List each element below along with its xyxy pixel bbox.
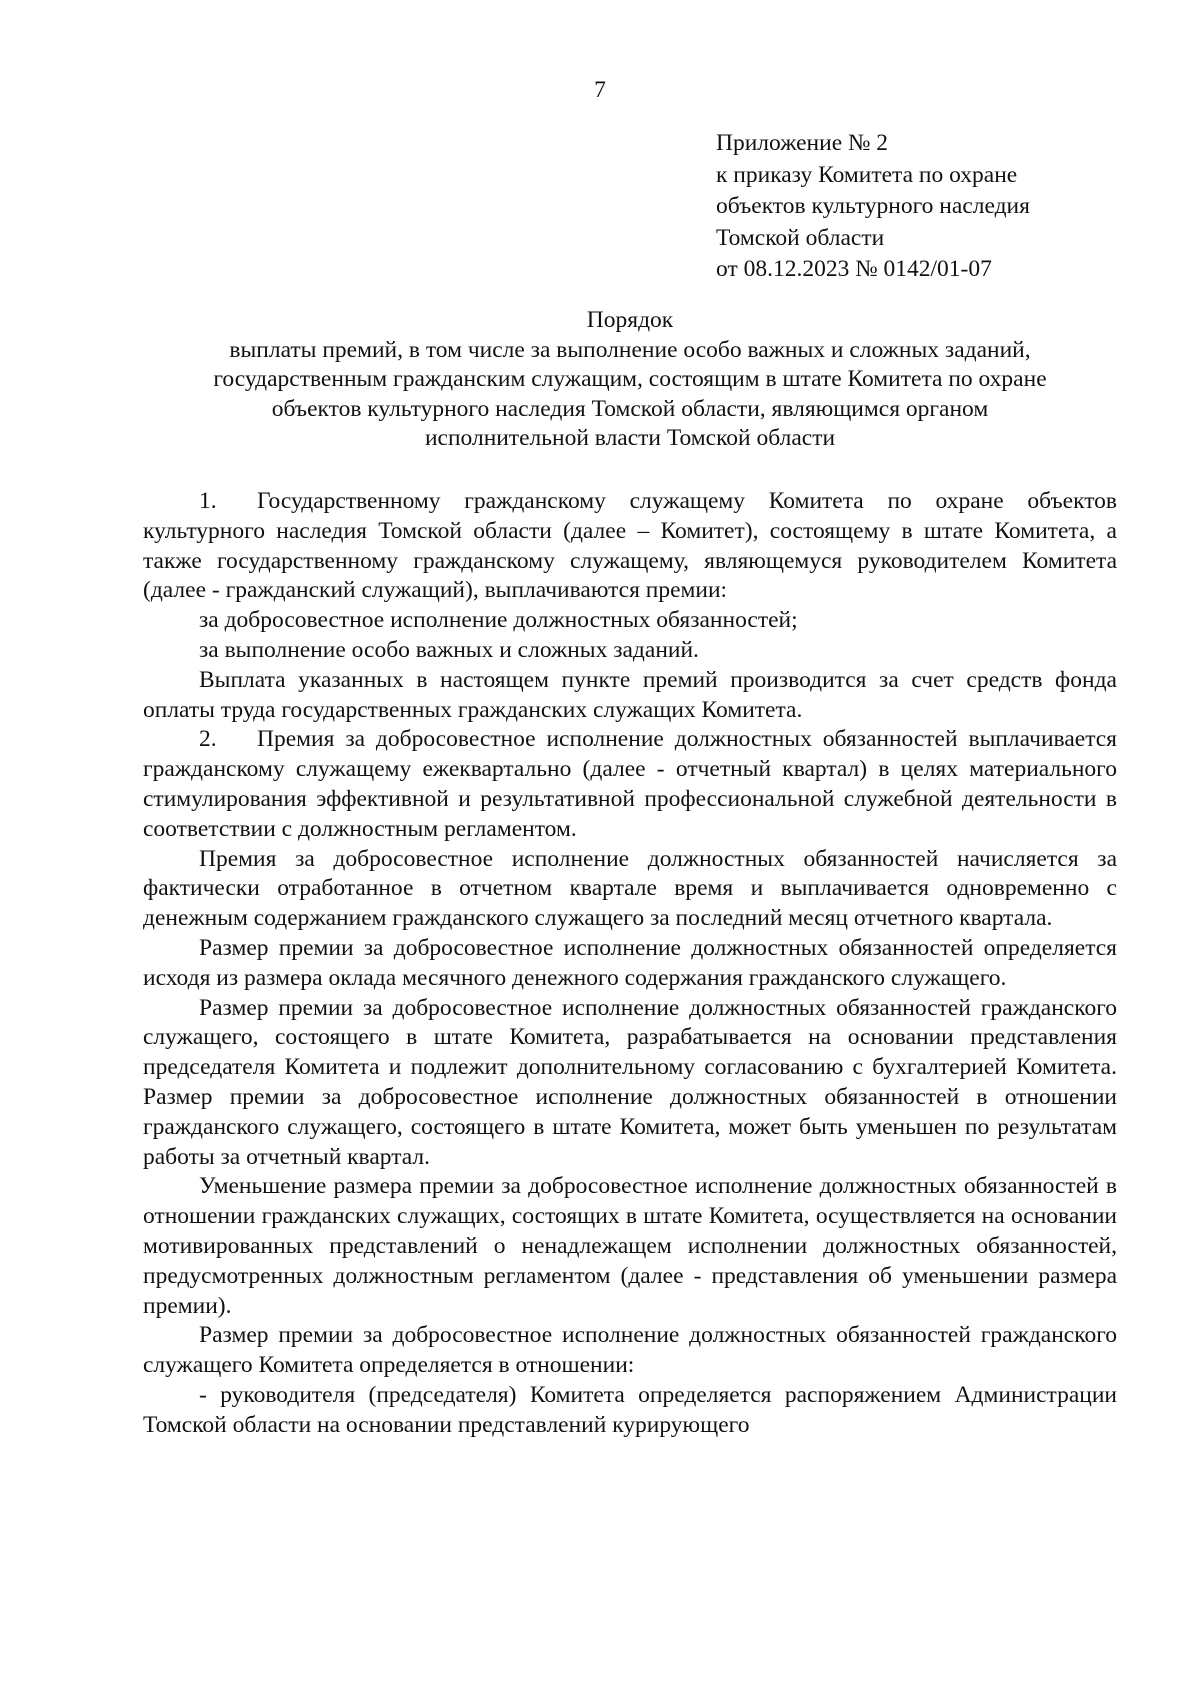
appendix-header	[716, 128, 1136, 286]
title-line: исполнительной власти Томской области	[424, 425, 836, 451]
paragraph	[143, 1381, 1117, 1441]
paragraph	[143, 994, 1117, 1173]
paragraph-1	[143, 487, 1117, 606]
document-title	[140, 306, 1120, 454]
appendix-line: к приказу Комитета по охране	[716, 161, 1018, 188]
paragraph	[143, 845, 1117, 934]
paragraph	[143, 1321, 1117, 1381]
appendix-line: объектов культурного наследия	[716, 193, 1030, 219]
paragraph-text: Премия за добросовестное исполнение должностных обязанностей начисляется за фактически отработанное в отчетном квартале время и выплачивается одновременно с денежным содержанием гражданского служащего за последний месяц отчетного квартала.	[143, 845, 1117, 932]
paragraph-number: 2.	[199, 726, 217, 753]
paragraph	[143, 1172, 1117, 1321]
paragraph-text: - руководителя (председателя) Комитета определяется распоряжением Администрации Томской области на основании представлений курирующего	[143, 1381, 1117, 1438]
paragraph-text: за выполнение особо важных и сложных заданий.	[199, 636, 699, 663]
paragraph-2	[143, 725, 1117, 844]
page-number: 7	[594, 77, 606, 103]
paragraph	[143, 606, 1117, 636]
title-line: выплаты премий, в том числе за выполнение особо важных и сложных заданий,	[229, 336, 1031, 363]
title-heading: Порядок	[586, 307, 674, 333]
paragraph-text: Уменьшение размера премии за добросовестное исполнение должностных обязанностей в отношении гражданских служащих, состоящих в штате Комитета, осуществляется на основании мотивированных представлений о ненадлежащем исполнении должностных обязанностей, предусмотренных должностным регламентом (далее - представления об уменьшении размера премии).	[143, 1173, 1117, 1319]
title-line: объектов культурного наследия Томской области, являющимся органом	[271, 395, 989, 422]
paragraph	[143, 636, 1117, 666]
document-body	[143, 487, 1117, 1441]
paragraph-text: Размер премии за добросовестное исполнение должностных обязанностей гражданского служащего, состоящего в штате Комитета, разрабатывается на основании представления председателя Комитета и подлежит дополнительному согласованию с бухгалтерией Комитета. Размер премии за добросовестное исполнение должностных обязанностей в отношении гражданского служащего, состоящего в штате Комитета, может быть уменьшен по результатам работы за отчетный квартал.	[143, 994, 1117, 1170]
paragraph-text: Выплата указанных в настоящем пункте премий производится за счет средств фонда оплаты труда государственных гражданских служащих Комитета.	[143, 666, 1117, 723]
paragraph-text: за добросовестное исполнение должностных обязанностей;	[199, 607, 798, 634]
paragraph	[143, 666, 1117, 726]
paragraph	[143, 934, 1117, 994]
appendix-line: Приложение № 2	[716, 130, 889, 156]
paragraph-number: 1.	[199, 488, 217, 514]
paragraph-text: Премия за добросовестное исполнение должностных обязанностей выплачивается гражданскому служащему ежеквартально (далее - отчетный квартал) в целях материального стимулирования эффективной и результативной профессиональной служебной деятельности в соответствии с должностным регламентом.	[143, 726, 1117, 842]
paragraph-text: Государственному гражданскому служащему Комитета по охране объектов культурного наследия Томской области (далее – Комитет), состоящему в штате Комитета, а также государственному гражданскому служащему, являющемуся руководителем Комитета (далее - гражданский служащий), выплачиваются премии:	[143, 488, 1117, 604]
appendix-line: от 08.12.2023 № 0142/01-07	[716, 256, 992, 282]
appendix-line: Томской области	[716, 224, 885, 251]
paragraph-text: Размер премии за добросовестное исполнение должностных обязанностей гражданского служащего Комитета определяется в отношении:	[143, 1322, 1117, 1379]
title-line: государственным гражданским служащим, состоящим в штате Комитета по охране	[213, 366, 1047, 392]
paragraph-text: Размер премии за добросовестное исполнение должностных обязанностей определяется исходя из размера оклада месячного денежного содержания гражданского служащего.	[143, 934, 1117, 991]
